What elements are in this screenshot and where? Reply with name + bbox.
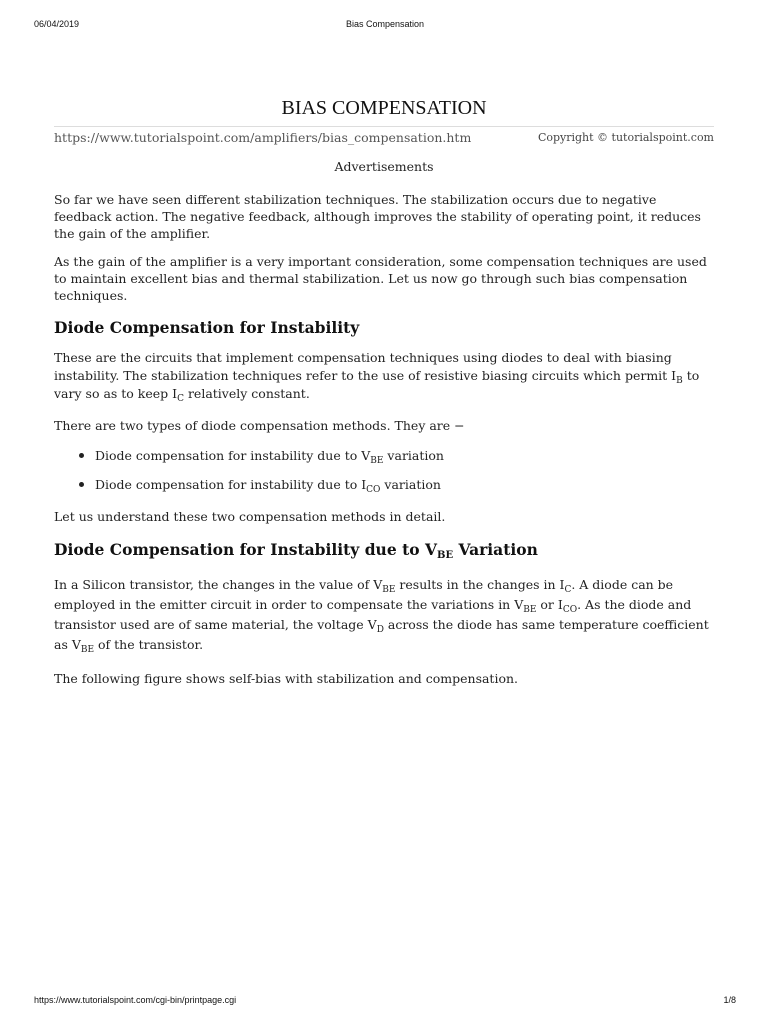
- subscript-b: B: [676, 376, 683, 386]
- subscript-be: BE: [523, 605, 537, 615]
- paragraph-gain: As the gain of the amplifier is a very important consideration, some compensation techniques are used to maintain excellent bias and thermal stabilization. Let us now go through such bias compensation techniques.: [54, 254, 707, 303]
- page-title: BIAS COMPENSATION: [281, 97, 487, 119]
- paragraph-figure-intro: The following figure shows self-bias with stabilization and compensation.: [54, 671, 519, 686]
- paragraph-two-types: There are two types of diode compensation methods. They are −: [54, 418, 465, 433]
- text-segment: to vary so as to keep I: [54, 368, 700, 401]
- text-segment: In a Silicon transistor, the changes in the value of V: [54, 577, 383, 592]
- text-segment: These are the circuits that implement compensation techniques using diodes to deal with biasing instability. The stabilization techniques refer to the use of resistive biasing circuits which permit I: [54, 350, 677, 383]
- footer-url[interactable]: https://www.tutorialspoint.com/cgi-bin/printpage.cgi: [34, 995, 237, 1005]
- heading-vbe-variation: [54, 538, 714, 562]
- text-segment: of the transistor.: [94, 637, 204, 652]
- print-header: [34, 19, 736, 31]
- text-segment: . A diode can be employed in the emitter circuit in order to compensate the variations in V: [54, 577, 674, 612]
- subscript-c: C: [564, 585, 572, 595]
- paragraph-understand: Let us understand these two compensation methods in detail.: [54, 509, 446, 524]
- print-footer: [34, 995, 736, 1007]
- text-segment: results in the changes in I: [395, 577, 565, 592]
- heading-diode-compensation: Diode Compensation for Instability: [54, 318, 360, 337]
- subscript-be: BE: [382, 585, 396, 595]
- paragraph-circuits: [54, 349, 714, 403]
- text-segment: . As the diode and transistor used are of same material, the voltage V: [54, 597, 692, 632]
- page-number: 1/8: [723, 995, 736, 1005]
- text-segment: relatively constant.: [183, 386, 310, 401]
- print-date: 06/04/2019: [34, 19, 80, 29]
- subscript-be: BE: [80, 645, 95, 655]
- advertisements-label: Advertisements: [334, 159, 434, 174]
- subscript-c: C: [177, 394, 184, 404]
- list-item-suffix: variation: [383, 448, 444, 463]
- heading-suffix: Variation: [453, 540, 538, 559]
- list-item-text: Diode compensation for instability due to I: [95, 477, 367, 492]
- list-item: [95, 476, 714, 493]
- print-title: Bias Compensation: [345, 19, 425, 29]
- list-item-text: Diode compensation for instability due to V: [95, 448, 371, 463]
- text-segment: across the diode has same temperature coefficient as V: [54, 617, 709, 652]
- heading-text: Diode Compensation for Instability due to V: [54, 540, 437, 559]
- subscript-d: D: [376, 625, 384, 635]
- page-content: [54, 92, 714, 687]
- list-item: [95, 447, 714, 464]
- meta-row: [54, 126, 714, 147]
- list-item-subscript: BE: [370, 456, 384, 466]
- subscript-co: CO: [562, 605, 578, 615]
- list-item-subscript: CO: [366, 485, 381, 495]
- text-segment: or I: [536, 597, 563, 612]
- paragraph-intro: So far we have seen different stabilization techniques. The stabilization occurs due to negative feedback action. The negative feedback, although improves the stability of operating point, it reduces the gain of the amplifier.: [54, 192, 701, 241]
- paragraph-silicon-transistor: [54, 575, 714, 655]
- source-url[interactable]: https://www.tutorialspoint.com/amplifiers/bias_compensation.htm: [54, 130, 472, 145]
- compensation-method-list: [54, 447, 714, 493]
- copyright-notice: Copyright © tutorialspoint.com: [537, 131, 714, 144]
- heading-subscript: BE: [437, 550, 454, 561]
- list-item-suffix: variation: [380, 477, 441, 492]
